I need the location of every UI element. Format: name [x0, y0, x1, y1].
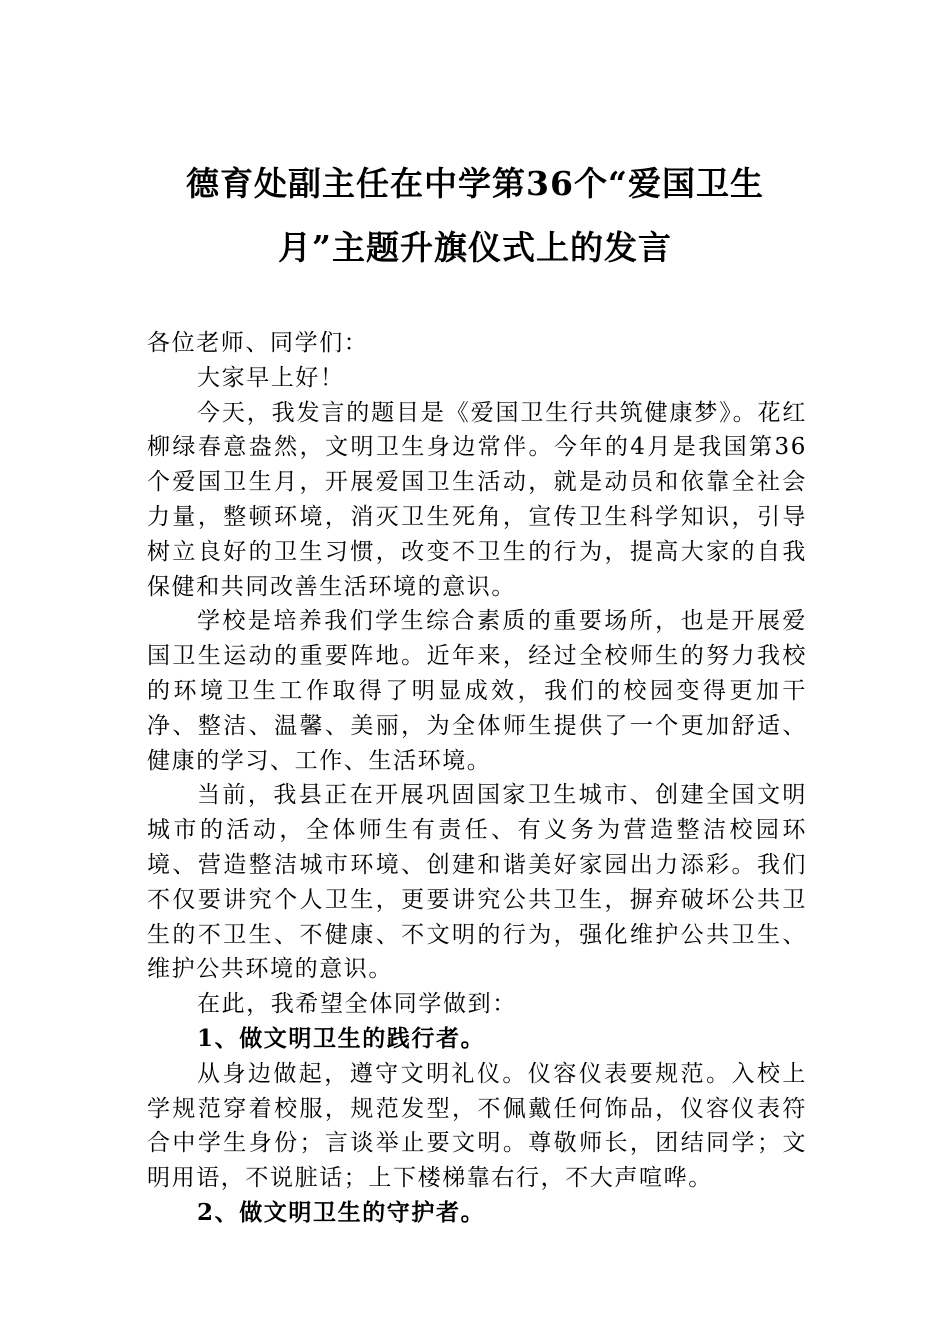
paragraph-2: 学校是培养我们学生综合素质的重要场所，也是开展爱国卫生运动的重要阵地。近年来，经过全校师生的努力我校的环境卫生工作取得了明显成效，我们的校园变得更加干净、整洁、温馨、美丽，为全体师生提供了一个更加舒适、健康的学习、工作、生活环境。: [147, 608, 807, 774]
paragraph-4: 在此，我希望全体同学做到：: [197, 991, 517, 1018]
title-line-2: 月”主题升旗仪式上的发言: [278, 228, 672, 267]
greeting: 大家早上好！: [197, 364, 345, 391]
salutation: 各位老师、同学们：: [147, 330, 369, 356]
section-heading-1: 1、做文明卫生的践行者。: [197, 1024, 486, 1052]
paragraph-5: 从身边做起，遵守文明礼仪。仪容仪表要规范。入校上学规范穿着校服，规范发型，不佩戴任何饰品，仪容仪表符合中学生身份；言谈举止要文明。尊敬师长，团结同学；文明用语，不说脏话；上下楼梯靠右行，不大声喧哗。: [147, 1060, 807, 1192]
title-line-1: 德育处副主任在中学第36个“爱国卫生: [186, 164, 764, 203]
section-heading-2: 2、做文明卫生的守护者。: [197, 1198, 486, 1226]
document-title: [145, 152, 805, 280]
paragraph-3: 当前，我县正在开展巩固国家卫生城市、创建全国文明城市的活动，全体师生有责任、有义务为营造整洁校园环境、营造整洁城市环境、创建和谐美好家园出力添彩。我们不仅要讲究个人卫生，更要讲究公共卫生，摒弃破坏公共卫生的不卫生、不健康、不文明的行为，强化维护公共卫生、维护公共环境的意识。: [147, 782, 807, 983]
document-body: [147, 326, 807, 1231]
paragraph-1: 今天，我发言的题目是《爱国卫生行共筑健康梦》。花红柳绿春意盎然，文明卫生身边常伴。今年的4月是我国第36个爱国卫生月，开展爱国卫生活动，就是动员和依靠全社会力量，整顿环境，消灭卫生死角，宣传卫生科学知识，引导树立良好的卫生习惯，改变不卫生的行为，提高大家的自我保健和共同改善生活环境的意识。: [147, 399, 807, 600]
